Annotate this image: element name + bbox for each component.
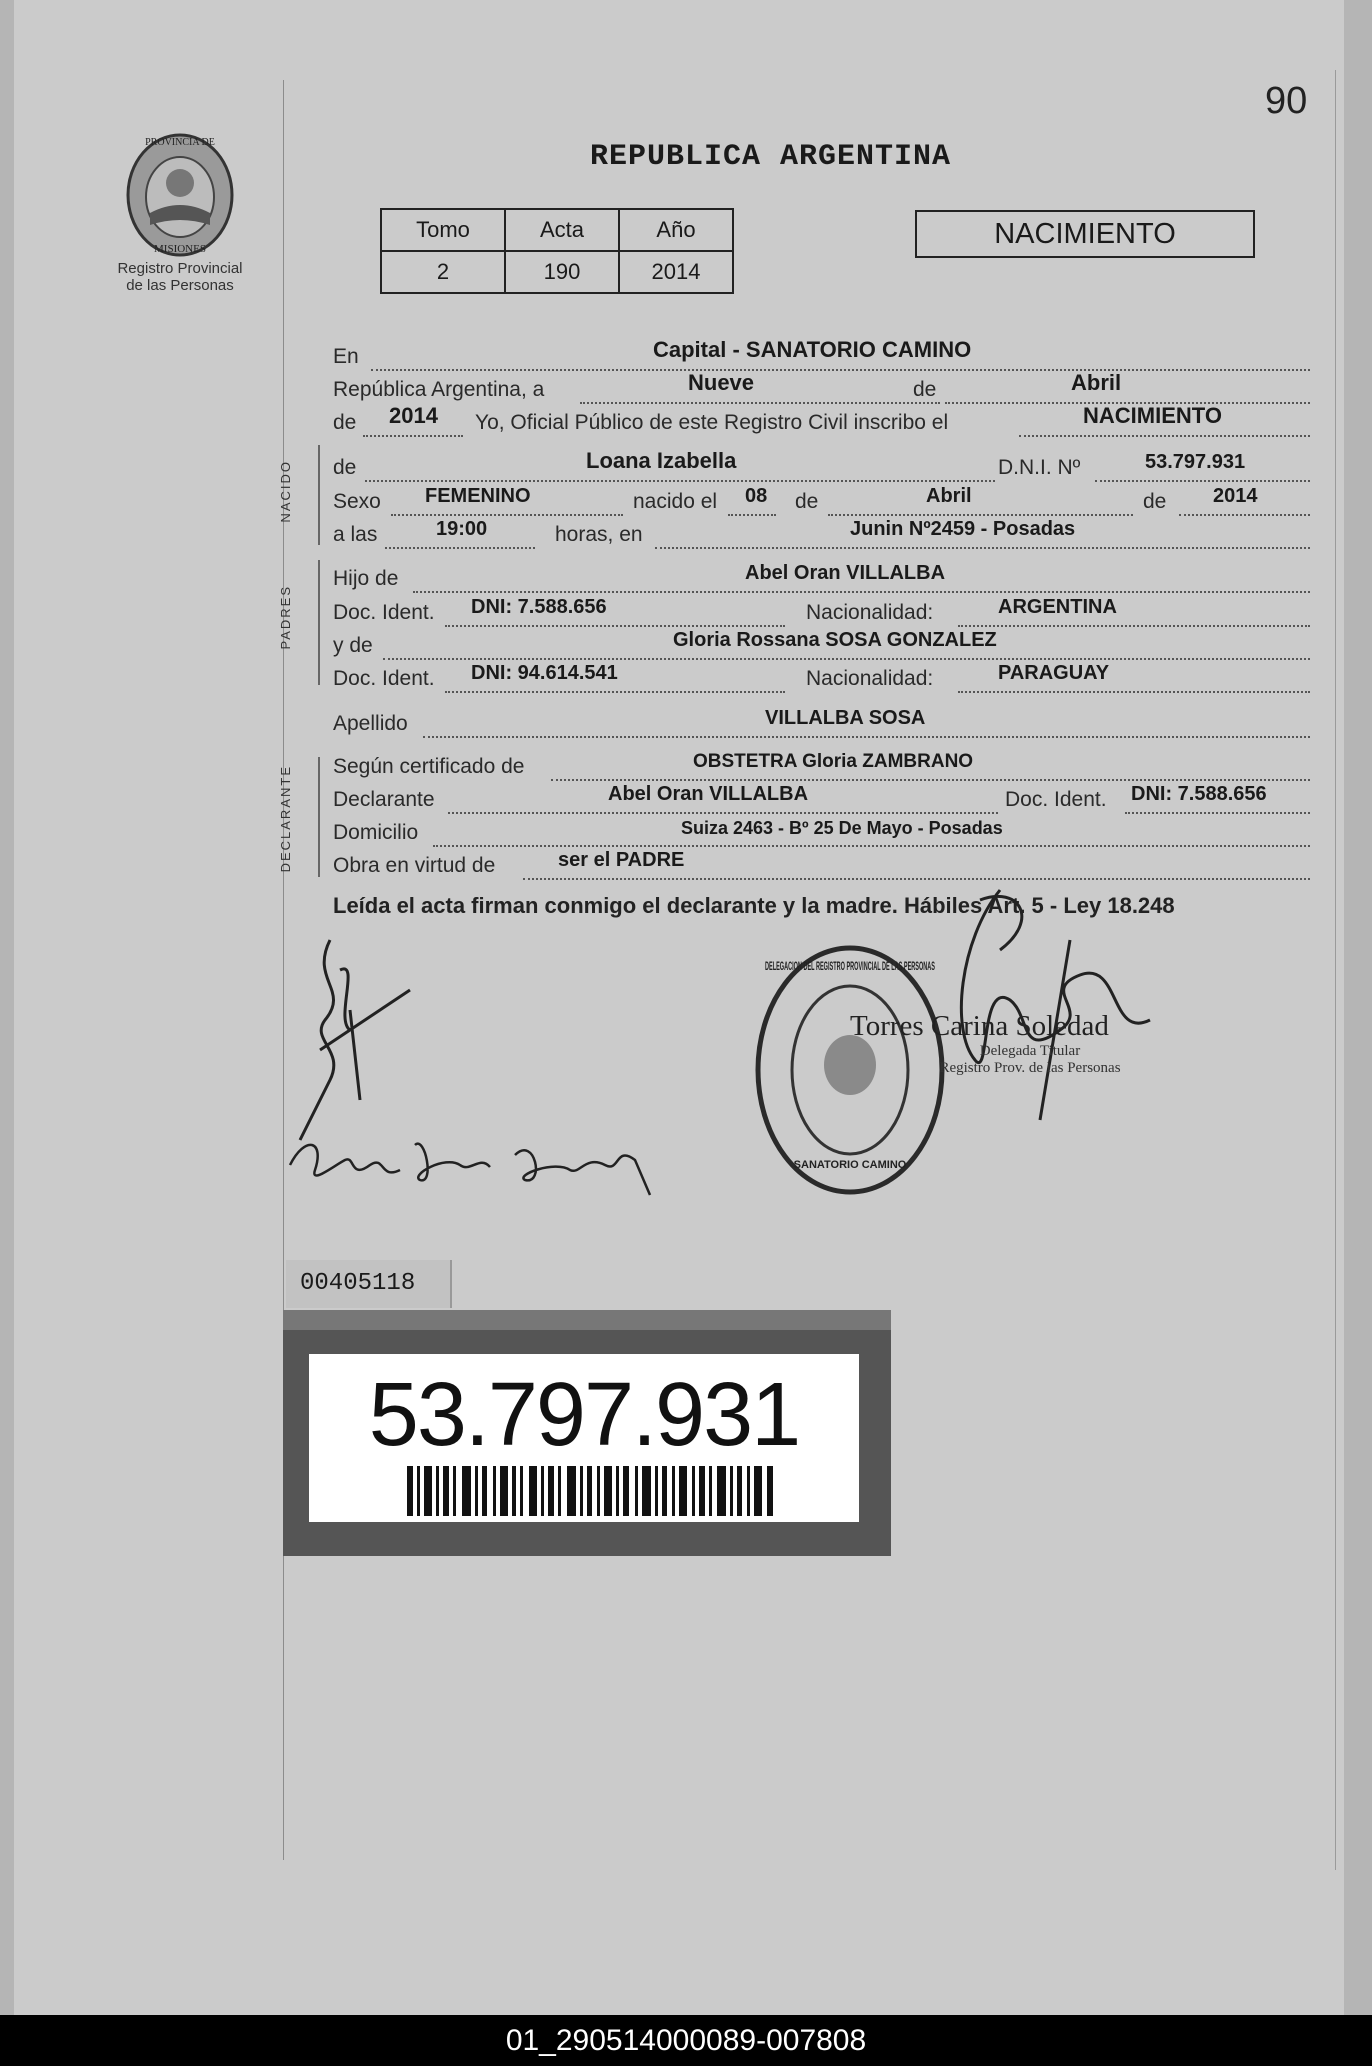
serial-number: 00405118 — [286, 1260, 452, 1308]
father-doc-label: Doc. Ident. — [333, 601, 435, 624]
place-row — [333, 337, 1310, 373]
officer-name: Torres Carina Soledad — [850, 1010, 1109, 1042]
padres-bracket — [318, 560, 320, 685]
closing-statement: Leída el acta firman conmigo el declarante y la madre. Hábiles Art. 5 - Ley 18.248 — [333, 893, 1175, 918]
de-label-2: de — [333, 411, 357, 434]
month-value: Abril — [1071, 370, 1122, 395]
apellido-label: Apellido — [333, 712, 408, 735]
officer-role-2: Registro Prov. de las Personas — [939, 1060, 1121, 1076]
tomo-value: 2 — [381, 251, 505, 293]
obra-value: ser el PADRE — [558, 849, 685, 871]
mother-nac-label: Nacionalidad: — [806, 667, 934, 690]
seal-bottom-text: MISIONES — [154, 243, 206, 255]
mother-row — [333, 629, 1310, 662]
right-margin-rule — [1335, 70, 1336, 1870]
birth-de-label-2: de — [1143, 490, 1167, 513]
child-dni-value: 53.797.931 — [1145, 451, 1246, 473]
acta-header: Acta — [505, 209, 619, 251]
sexo-row — [333, 485, 1310, 518]
officer-block — [850, 1010, 1190, 1077]
domicilio-row — [333, 818, 1310, 849]
declarante-label: Declarante — [333, 788, 435, 811]
day-words-value: Nueve — [688, 370, 755, 395]
declarante-row — [333, 783, 1310, 816]
sexo-label: Sexo — [333, 490, 381, 513]
declarante-doc-value: DNI: 7.588.656 — [1131, 783, 1267, 805]
yde-label: y de — [333, 634, 373, 657]
left-margin-rule — [283, 80, 284, 1860]
hijo-label: Hijo de — [333, 567, 399, 590]
father-doc-row — [333, 596, 1310, 629]
apellido-row — [333, 707, 1310, 740]
en-label: En — [333, 345, 359, 368]
act-value: NACIMIENTO — [1083, 403, 1222, 428]
birth-year-value: 2014 — [1213, 485, 1258, 507]
declarante-section-label: DECLARANTE — [278, 765, 293, 873]
place-value: Capital - SANATORIO CAMINO — [653, 337, 972, 362]
declarante-doc-label: Doc. Ident. — [1005, 788, 1107, 811]
page-number: 90 — [1265, 80, 1308, 122]
anio-header: Año — [619, 209, 733, 251]
obra-row — [333, 849, 1310, 882]
father-nat-value: ARGENTINA — [998, 596, 1117, 618]
barcode-icon — [407, 1466, 775, 1516]
padres-section-label: PADRES — [278, 585, 293, 650]
birth-month-value: Abril — [926, 485, 972, 507]
yo-label: Yo, Oficial Público de este Registro Civil inscribo el — [475, 411, 949, 434]
date-row — [333, 370, 1310, 406]
mother-signature — [285, 1125, 685, 1205]
declarante-bracket — [318, 757, 320, 877]
nacido-de-label: de — [333, 456, 357, 479]
de-label: de — [913, 378, 937, 401]
domicilio-value: Suiza 2463 - Bº 25 De Mayo - Posadas — [681, 818, 1003, 838]
nacido-bracket — [318, 445, 320, 545]
alas-label: a las — [333, 523, 378, 546]
dni-label: D.N.I. Nº — [998, 456, 1081, 479]
officer-signature — [920, 880, 1180, 1130]
mother-doc-value: DNI: 94.614.541 — [471, 662, 618, 684]
mother-name-value: Gloria Rossana SOSA GONZALEZ — [673, 629, 997, 651]
apellido-value: VILLALBA SOSA — [765, 707, 926, 729]
horas-label: horas, en — [555, 523, 643, 546]
inscription-row — [333, 403, 1310, 439]
father-name-value: Abel Oran VILLALBA — [745, 562, 946, 584]
sexo-value: FEMENINO — [425, 485, 531, 507]
stamp-ring-text: DELEGACION DEL REGISTRO PROVINCIAL DE LAS PERSONAS — [765, 959, 935, 973]
cert-row — [333, 751, 1310, 783]
seal-caption-1: Registro Provincial — [117, 260, 243, 277]
obra-label: Obra en virtud de — [333, 854, 496, 877]
year-value: 2014 — [389, 403, 438, 428]
document-title: REPUBLICA ARGENTINA — [590, 140, 952, 174]
nacido-name-row — [333, 448, 1310, 484]
officer-role-1: Delegada Titular — [979, 1043, 1081, 1059]
nacido-el-label: nacido el — [633, 490, 718, 513]
coat-of-arms-icon — [120, 125, 240, 260]
mother-doc-row — [333, 662, 1310, 695]
anio-value: 2014 — [619, 251, 733, 293]
stamp-inner-text: SANATORIO CAMINO — [793, 1159, 907, 1171]
tomo-header: Tomo — [381, 209, 505, 251]
father-doc-value: DNI: 7.588.656 — [471, 596, 607, 618]
father-nac-label: Nacionalidad: — [806, 601, 934, 624]
domicilio-label: Domicilio — [333, 821, 419, 844]
declarante-value: Abel Oran VILLALBA — [608, 783, 809, 805]
acta-value: 190 — [505, 251, 619, 293]
nacido-section-label: NACIDO — [278, 460, 293, 523]
republica-label: República Argentina, a — [333, 378, 545, 401]
seal-top-text: PROVINCIA DE — [145, 137, 215, 148]
birth-de-label: de — [795, 490, 819, 513]
record-type-box: NACIMIENTO — [915, 210, 1255, 258]
mother-nat-value: PARAGUAY — [998, 662, 1110, 684]
child-name-value: Loana Izabella — [586, 448, 737, 473]
time-place-row — [333, 518, 1310, 551]
id-label-inner — [309, 1354, 859, 1522]
id-label — [283, 1310, 891, 1556]
birth-day-value: 08 — [745, 485, 768, 507]
seal-caption-2: de las Personas — [126, 277, 234, 294]
birth-time-value: 19:00 — [436, 518, 488, 540]
book-reference-table — [380, 208, 734, 294]
mother-doc-label: Doc. Ident. — [333, 667, 435, 690]
birth-address-value: Junin Nº2459 - Posadas — [850, 518, 1076, 540]
father-row — [333, 562, 1310, 595]
scan-footer: 01_290514000089-007808 — [0, 2015, 1372, 2066]
provincial-seal — [110, 125, 250, 294]
label-number: 53.797.931 — [368, 1365, 800, 1465]
cert-label: Según certificado de — [333, 755, 525, 778]
declarante-signature — [290, 930, 430, 1150]
cert-value: OBSTETRA Gloria ZAMBRANO — [693, 751, 974, 772]
